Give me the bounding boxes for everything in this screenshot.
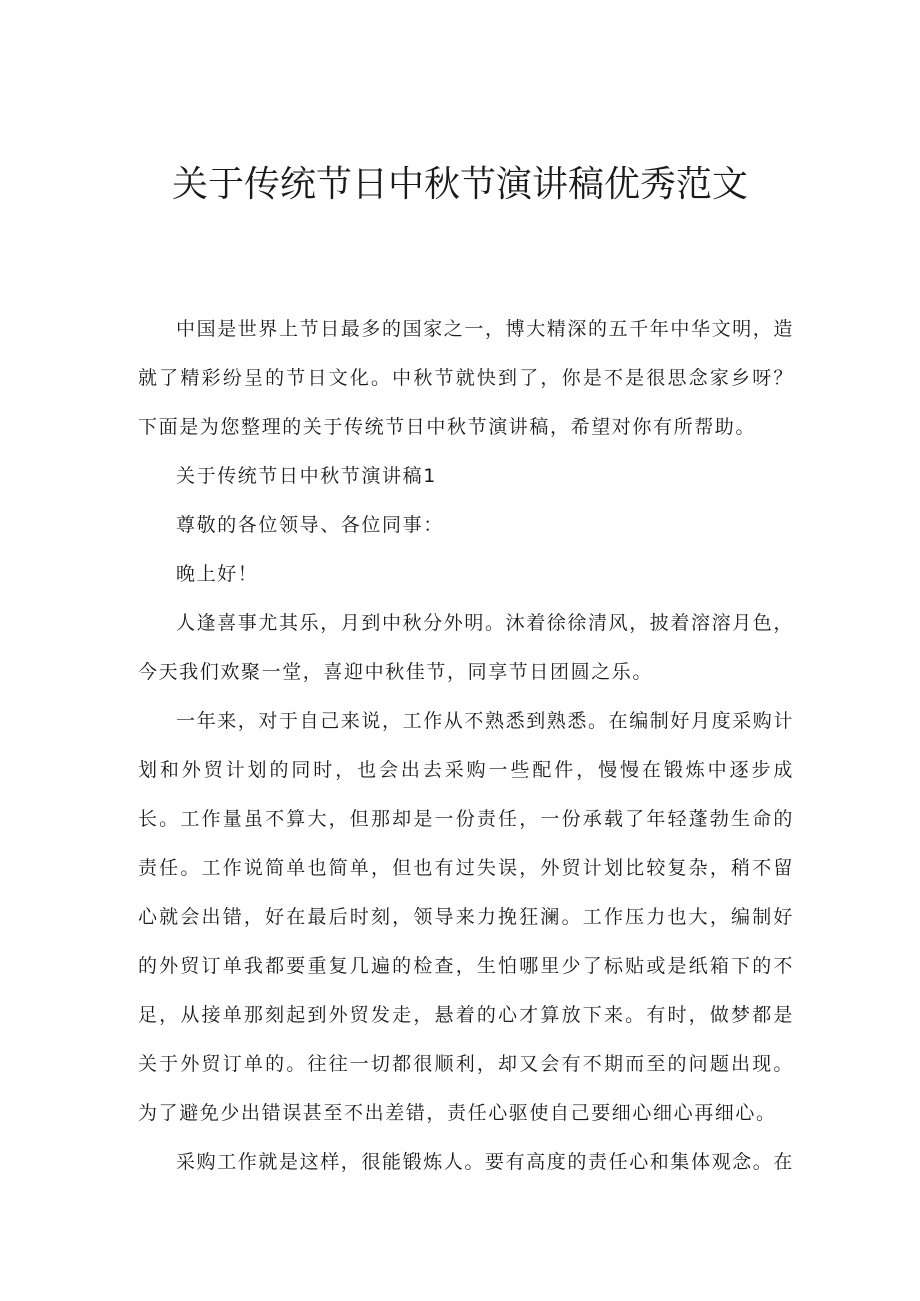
document-title: 关于传统节日中秋节演讲稿优秀范文 bbox=[171, 164, 748, 205]
paragraph-opening: 人逢喜事尤其乐，月到中秋分外明。沐着徐徐清风，披着溶溶月色，今天我们欢聚一堂，喜迎中秋佳节，同享节日团圆之乐。 bbox=[138, 612, 795, 683]
paragraph-intro: 中国是世界上节日最多的国家之一，博大精深的五千年中华文明，造就了精彩纷呈的节日文化。中秋节就快到了，你是不是很思念家乡呀？下面是为您整理的关于传统节日中秋节演讲稿，希望对你有所帮助。 bbox=[138, 318, 795, 438]
document-body bbox=[138, 305, 794, 1187]
paragraph-greeting: 晚上好！ bbox=[176, 563, 259, 585]
paragraph-procurement: 采购工作就是这样，很能锻炼人。要有高度的责任心和集体观念。在 bbox=[176, 1151, 795, 1173]
paragraph-work-review: 一年来，对于自己来说，工作从不熟悉到熟悉。在编制好月度采购计划和外贸计划的同时，也会出去采购一些配件，慢慢在锻炼中逐步成长。工作量虽不算大，但那却是一份责任，一份承载了年轻蓬勃生命的责任。工作说简单也简单，但也有过失误，外贸计划比较复杂，稍不留心就会出错，好在最后时刻，领导来力挽狂澜。工作压力也大，编制好的外贸订单我都要重复几遍的检查，生怕哪里少了标贴或是纸箱下的不足，从接单那刻起到外贸发走，悬着的心才算放下来。有时，做梦都是关于外贸订单的。往往一切都很顺利，却又会有不期而至的问题出现。为了避免少出错误甚至不出差错，责任心驱使自己要细心细心再细心。 bbox=[138, 710, 795, 1124]
paragraph-salutation: 尊敬的各位领导、各位同事： bbox=[176, 514, 444, 536]
paragraph-speech-heading: 关于传统节日中秋节演讲稿1 bbox=[176, 465, 437, 487]
